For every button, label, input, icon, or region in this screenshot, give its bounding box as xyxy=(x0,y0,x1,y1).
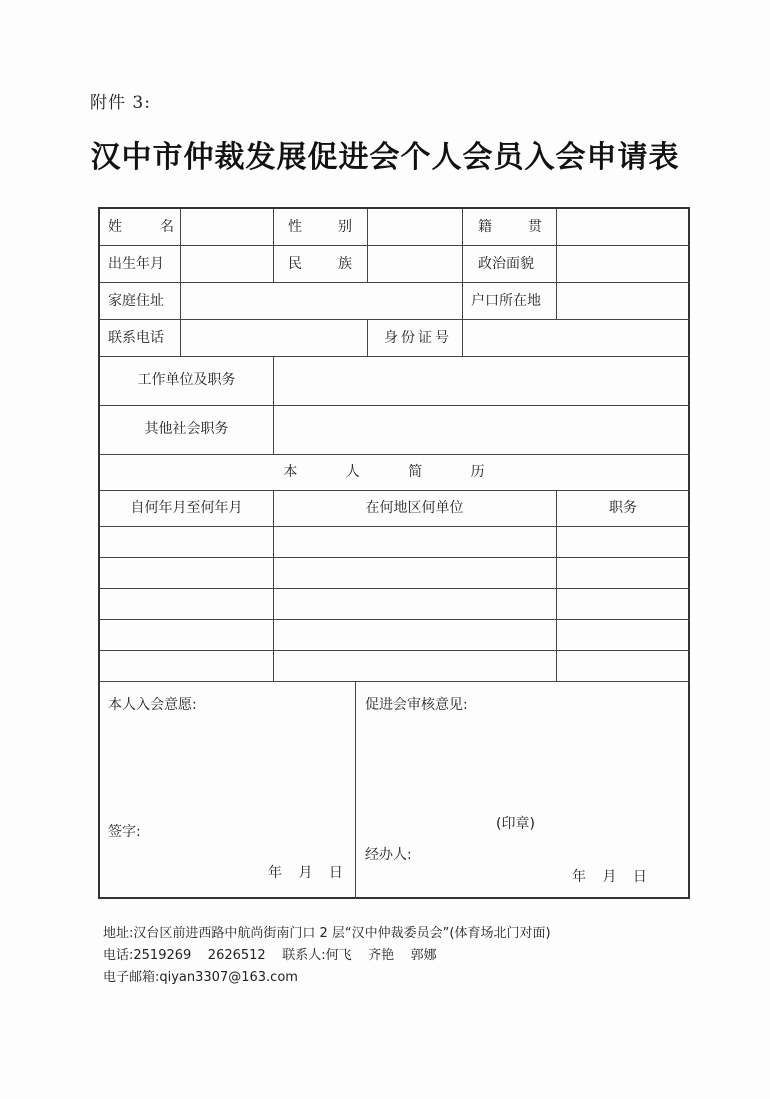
label-name: 姓 名 xyxy=(108,219,174,235)
date-left: 年 月 日 xyxy=(268,865,343,881)
resume-col-position: 职务 xyxy=(609,500,637,516)
footer-email: 电子邮箱:qiyan3307@163.com xyxy=(103,970,298,985)
attachment-label: 附件 3: xyxy=(90,93,151,113)
resume-col-period: 自何年月至何年月 xyxy=(130,500,243,516)
label-home-address: 家庭住址 xyxy=(108,293,164,309)
footer-address: 地址:汉台区前进西路中航尚街南门口 2 层“汉中仲裁委员会”(体育场北门对面) xyxy=(103,926,551,941)
label-political-status: 政治面貌 xyxy=(478,256,534,272)
application-form-table xyxy=(98,207,690,899)
page-title: 汉中市仲裁发展促进会个人会员入会申请表 xyxy=(90,140,680,175)
label-review-opinion: 促进会审核意见: xyxy=(365,697,468,713)
label-native-place: 籍 贯 xyxy=(478,219,542,235)
resume-col-location-unit: 在何地区何单位 xyxy=(365,500,464,516)
label-handler: 经办人: xyxy=(365,847,412,863)
label-household-registration: 户口所在地 xyxy=(471,293,541,309)
label-id-number: 身份证号 xyxy=(384,330,452,346)
label-other-social-positions: 其他社会职务 xyxy=(144,421,229,437)
resume-heading: 本 人 简 历 xyxy=(283,464,507,480)
label-seal: (印章) xyxy=(496,816,535,832)
label-birth-date: 出生年月 xyxy=(108,256,164,272)
footer-phone: 电话:2519269 2626512 联系人:何飞 齐艳 郭娜 xyxy=(103,948,437,963)
date-right: 年 月 日 xyxy=(572,869,647,885)
label-gender: 性 别 xyxy=(288,219,352,235)
label-work-unit-position: 工作单位及职务 xyxy=(137,372,236,388)
label-membership-intent: 本人入会意愿: xyxy=(108,697,197,713)
label-ethnicity: 民 族 xyxy=(288,256,352,272)
label-signature: 签字: xyxy=(108,824,141,840)
label-phone: 联系电话 xyxy=(108,330,164,346)
